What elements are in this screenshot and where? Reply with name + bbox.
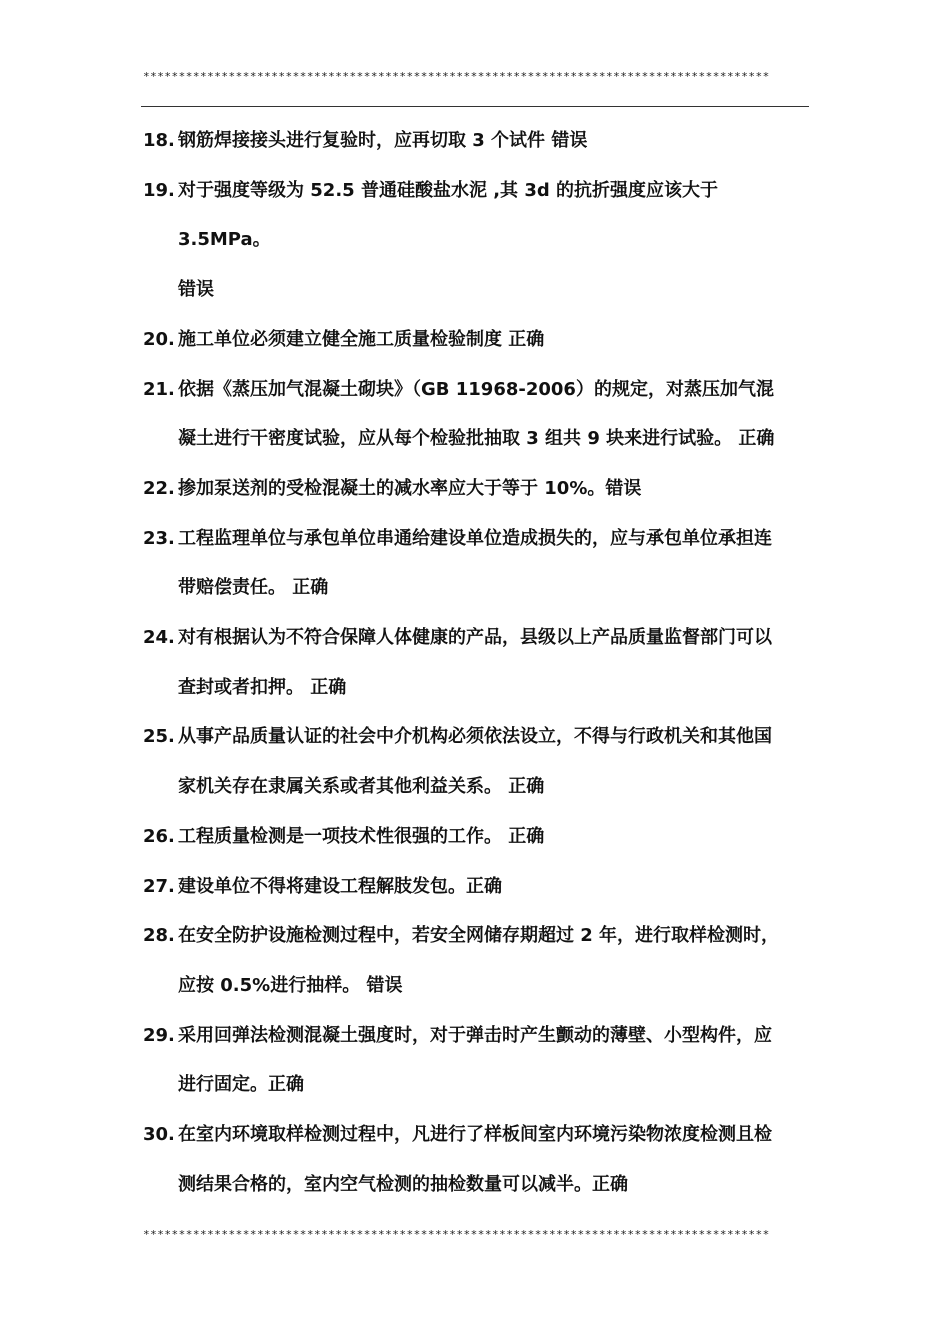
item-text: 工程质量检测是一项技术性很强的工作。 正确 [178,825,545,847]
item-number: 23. [143,527,175,549]
item-number: 21. [143,378,175,400]
list-item [143,712,813,811]
list-item [143,1011,813,1110]
list-item [143,812,813,862]
list-item [143,116,813,166]
item-text: 从事产品质量认证的社会中介机构必须依法设立，不得与行政机关和其他国 家机关存在隶属关系或者其他利益关系。 正确 [178,726,772,798]
item-text: 施工单位必须建立健全施工质量检验制度 正确 [178,328,545,350]
item-number: 26. [143,825,175,847]
item-number: 19. [143,179,175,201]
item-text: 在安全防护设施检测过程中，若安全网储存期超过 2 年，进行取样检测时， 应按 0.5%进行抽样。 错误 [178,925,780,996]
list-item [143,862,813,912]
item-text: 掺加泵送剂的受检混凝土的减水率应大于等于 10%。错误 [178,477,642,499]
item-text: 建设单位不得将建设工程解肢发包。正确 [178,875,502,897]
item-number: 28. [143,925,175,947]
item-text: 对有根据认为不符合保障人体健康的产品，县级以上产品质量监督部门可以 查封或者扣押。 正确 [178,627,772,698]
list-item [143,315,813,365]
item-number: 27. [143,875,175,897]
item-number: 30. [143,1124,175,1146]
list-item [143,1110,813,1209]
item-number: 20. [143,328,175,350]
item-text: 在室内环境取样检测过程中，凡进行了样板间室内环境污染物浓度检测且检 测结果合格的，室内空气检测的抽检数量可以减半。正确 [178,1124,772,1195]
list-item [143,464,813,514]
item-text: 钢筋焊接接头进行复验时，应再切取 3 个试件 错误 [178,130,588,151]
item-text: 对于强度等级为 52.5 普通硅酸盐水泥 ,其 3d 的抗折强度应该大于 3.5MPa。 错误 [178,179,718,301]
list-item [143,365,813,464]
item-text: 依据《蒸压加气混凝土砌块》（GB 11968-2006）的规定，对蒸压加气混 凝土进行干密度试验，应从每个检验批抽取 3 组共 9 块来进行试验。 正确 [178,378,775,450]
list-item [143,613,813,712]
item-number: 18. [143,130,175,151]
item-number: 25. [143,726,175,748]
list-item [143,166,813,315]
question-list [143,116,813,1209]
item-text: 工程监理单位与承包单位串通给建设单位造成损失的，应与承包单位承担连 带赔偿责任。 正确 [178,527,772,599]
list-item [143,911,813,1010]
bottom-star-separator: **************************************************************************************** [143,1228,770,1241]
item-text: 采用回弹法检测混凝土强度时，对于弹击时产生颤动的薄壁、小型构件，应 进行固定。正确 [178,1024,772,1096]
item-number: 29. [143,1024,175,1046]
item-number: 22. [143,477,175,499]
header-rule [141,106,809,107]
item-number: 24. [143,627,175,649]
top-star-separator: **************************************************************************************** [143,70,770,83]
list-item [143,514,813,613]
